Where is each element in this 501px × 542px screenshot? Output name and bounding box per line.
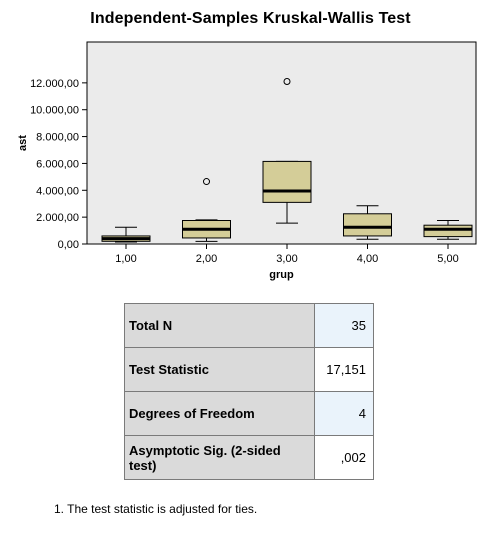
footnote: 1. The test statistic is adjusted for ties. (54, 502, 258, 516)
boxplot-chart (0, 36, 501, 286)
x-tick-label: 5,00 (437, 253, 459, 265)
table-row (125, 392, 374, 436)
row-value-asymptotic-sig: ,002 (315, 436, 374, 480)
box (263, 161, 311, 202)
box (344, 214, 392, 236)
y-axis-label: ast (17, 135, 29, 151)
x-tick-label: 1,00 (115, 253, 137, 265)
row-value-degrees-of-freedom: 4 (315, 392, 374, 436)
x-tick-label: 4,00 (356, 253, 379, 265)
y-tick-label: 12.000,00 (30, 77, 79, 90)
chart-title: Independent-Samples Kruskal-Wallis Test (90, 10, 411, 27)
x-axis-label: grup (269, 269, 294, 281)
stats-table (124, 303, 374, 480)
x-tick-label: 2,00 (195, 253, 218, 265)
y-tick-label: 0,00 (57, 239, 79, 251)
row-label-degrees-of-freedom: Degrees of Freedom (125, 392, 315, 436)
table-row (125, 304, 374, 348)
plot-area (87, 42, 476, 244)
table-row (125, 348, 374, 392)
y-tick-label: 2.000,00 (36, 212, 79, 225)
y-tick-label: 8.000,00 (36, 131, 79, 144)
row-value-total-n: 35 (315, 304, 374, 348)
row-label-asymptotic-sig: Asymptotic Sig. (2-sided test) (125, 436, 315, 480)
table-row (125, 436, 374, 480)
row-label-test-statistic: Test Statistic (125, 348, 315, 392)
y-tick-label: 6.000,00 (36, 158, 79, 171)
box (424, 225, 472, 236)
row-label-total-n: Total N (125, 304, 315, 348)
y-tick-label: 10.000,00 (30, 104, 79, 117)
x-tick-label: 3,00 (276, 253, 298, 265)
y-tick-label: 4.000,00 (36, 185, 79, 198)
row-value-test-statistic: 17,151 (315, 348, 374, 392)
